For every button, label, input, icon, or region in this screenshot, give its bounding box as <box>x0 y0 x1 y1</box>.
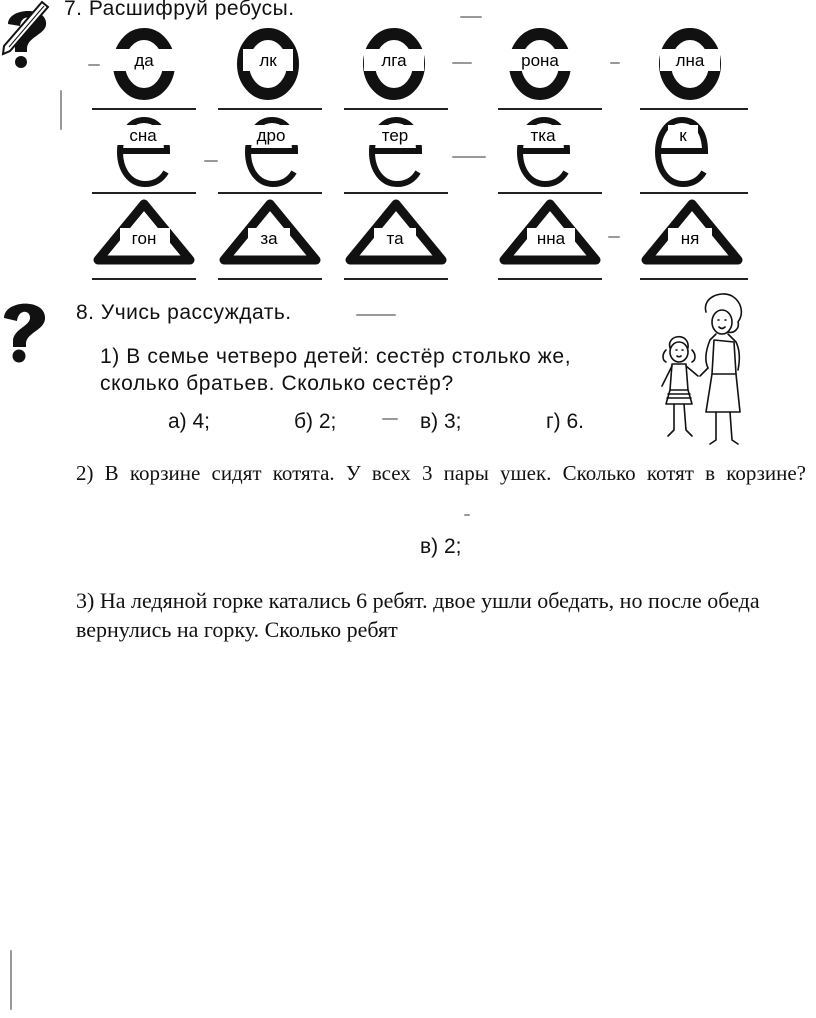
option-g: г) 6. <box>546 410 585 433</box>
rebus-label: да <box>134 51 154 70</box>
scan-speck <box>382 418 398 420</box>
rebus-o-3 <box>364 34 424 94</box>
rebus-o-1 <box>113 34 175 94</box>
rebus-label: тка <box>530 126 556 145</box>
rebus-label: сна <box>129 126 157 145</box>
option-v: в) 3; <box>420 410 462 433</box>
rebus-d-4 <box>504 204 596 260</box>
rebus-d-3 <box>350 204 442 260</box>
scan-speck <box>88 64 100 66</box>
rebus-o-5 <box>660 34 720 94</box>
rebus-label: тер <box>381 126 409 145</box>
scan-speck <box>60 90 62 130</box>
rebus-e-1 <box>116 120 170 184</box>
rebus-label: дро <box>256 126 286 145</box>
scan-speck <box>610 62 620 64</box>
rebus-label: за <box>260 229 278 248</box>
task7-title: 7. Расшифруй ребусы. <box>64 0 295 20</box>
rebus-grid <box>0 0 816 300</box>
rebus-label: гон <box>131 229 157 248</box>
scan-speck <box>464 514 470 516</box>
rebus-e-3 <box>368 120 422 184</box>
mother-and-daughter-illustration <box>648 290 768 452</box>
rebus-label: ня <box>680 229 700 248</box>
question-1-text: 1) В семье четверо детей: сестёр столько же, сколько братьев. Сколько сестёр? <box>100 345 572 395</box>
rebus-label: лга <box>381 51 407 70</box>
question-2-text: 2) В корзине сидят котята. У всех 3 пары ушек. Сколько котят в корзине? <box>76 461 806 485</box>
rebus-label: лна <box>675 51 705 70</box>
scan-speck <box>10 950 12 1010</box>
rebus-o-4 <box>505 34 575 94</box>
rebus-e-2 <box>244 120 298 184</box>
rebus-d-2 <box>224 204 316 260</box>
rebus-label: к <box>679 126 687 145</box>
scan-speck <box>452 156 486 158</box>
scan-speck <box>460 16 482 18</box>
task8-title: 8. Учись рассуждать. <box>76 301 292 324</box>
scan-speck <box>608 236 620 238</box>
question-mark-icon <box>0 296 50 364</box>
rebus-label: рона <box>521 51 559 70</box>
scan-speck <box>356 314 396 316</box>
rebus-e-5 <box>658 120 705 184</box>
rebus-label: лк <box>259 51 277 70</box>
rebus-o-2 <box>243 34 293 94</box>
option-b: б) 2; <box>294 410 337 433</box>
rebus-label: нна <box>536 229 566 248</box>
option-v-q2: в) 2; <box>420 535 462 558</box>
question-3-text: 3) На ледяной горке катались 6 ребят. двое ушли обедать, но после обеда вернулись на горку. Сколько ребят <box>76 588 760 642</box>
scan-speck <box>452 62 472 64</box>
option-a: а) 4; <box>168 410 211 433</box>
scan-speck <box>204 160 218 162</box>
rebus-d-5 <box>646 204 738 260</box>
rebus-d-1 <box>98 204 190 260</box>
rebus-label: та <box>386 229 404 248</box>
rebus-e-4 <box>516 120 570 184</box>
